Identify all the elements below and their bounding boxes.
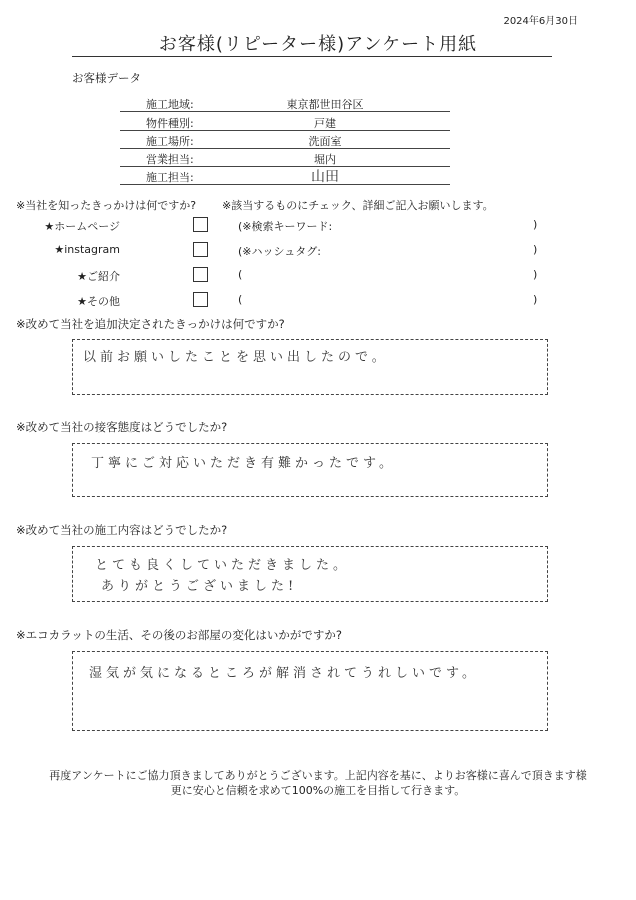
source-question: ※当社を知ったきっかけは何ですか? (16, 199, 197, 212)
info-label-installer: 施工担当: (146, 171, 194, 184)
source-row-instagram (54, 240, 550, 260)
survey-date: 2024年6月30日 (503, 16, 578, 27)
answer-box-reason[interactable] (72, 339, 548, 395)
info-value-sales-rep: 堀内 (314, 153, 336, 166)
source-label-instagram: ★instagram (54, 243, 120, 256)
answer-room-change-line-1: 湿気が気になるところが解消されてうれしいです。 (89, 666, 479, 681)
homepage-checkbox[interactable] (193, 217, 208, 232)
paren-close: ) (533, 268, 538, 281)
answer-reason-line-1: 以前お願いしたことを思い出したので。 (83, 350, 389, 365)
footer-message-line-1: 再度アンケートにご協力頂きましてありがとうございます。上記内容を基に、よりお客様に喜んで頂きます様 (49, 769, 587, 782)
info-value-area: 東京都世田谷区 (286, 98, 364, 111)
search-keyword-field[interactable]: (※検索キーワード: (238, 220, 333, 233)
form-title: お客様(リピーター様)アンケート用紙 (158, 34, 478, 55)
info-label-property-type: 物件種別: (146, 117, 194, 130)
info-label-location: 施工場所: (146, 135, 194, 148)
source-instruction: ※該当するものにチェック、詳細ご記入お願いします。 (222, 199, 494, 212)
answer-box-workmanship[interactable] (72, 546, 548, 602)
source-row-referral (60, 265, 550, 285)
answer-box-service[interactable] (72, 443, 548, 497)
info-label-sales-rep: 営業担当: (146, 153, 194, 166)
paren-close: ) (533, 293, 538, 306)
source-label-other: ★その他 (77, 295, 120, 308)
answer-workmanship-line-1: とても良くしていただきました。 (95, 558, 351, 573)
info-row-property-type (120, 113, 450, 131)
source-row-other (60, 290, 550, 310)
info-row-location (120, 131, 450, 149)
answer-workmanship-line-2: ありがとうございました! (101, 579, 298, 594)
source-row-homepage (44, 215, 550, 235)
answer-service-line-1: 丁寧にご対応いただき有難かったです。 (91, 456, 396, 471)
question-room-change: ※エコカラットの生活、その後のお部屋の変化はいかがですか? (16, 628, 343, 642)
source-label-referral: ★ご紹介 (77, 270, 120, 283)
footer-message-line-2: 更に安心と信頼を求めて100%の施工を目指して行きます。 (170, 784, 466, 797)
info-row-area (120, 94, 450, 112)
other-field[interactable]: ( (238, 293, 243, 306)
answer-box-room-change[interactable] (72, 651, 548, 731)
question-reason: ※改めて当社を追加決定されたきっかけは何ですか? (16, 317, 285, 331)
info-value-location: 洗面室 (308, 135, 342, 148)
info-value-property-type: 戸建 (314, 117, 336, 130)
info-row-installer (120, 167, 450, 185)
instagram-checkbox[interactable] (193, 242, 208, 257)
title-divider (72, 56, 552, 57)
referral-checkbox[interactable] (193, 267, 208, 282)
question-service: ※改めて当社の接客態度はどうでしたか? (16, 420, 228, 434)
question-workmanship: ※改めて当社の施工内容はどうでしたか? (16, 523, 228, 537)
referral-field[interactable]: ( (238, 268, 243, 281)
hashtag-field[interactable]: (※ハッシュタグ: (238, 245, 321, 258)
source-label-homepage: ★ホームページ (44, 220, 120, 233)
info-value-installer: 山田 (311, 169, 339, 185)
info-label-area: 施工地域: (146, 98, 194, 111)
paren-close: ) (533, 243, 538, 256)
other-checkbox[interactable] (193, 292, 208, 307)
paren-close: ) (533, 218, 538, 231)
info-row-sales-rep (120, 149, 450, 167)
customer-data-heading: お客様データ (72, 71, 141, 85)
